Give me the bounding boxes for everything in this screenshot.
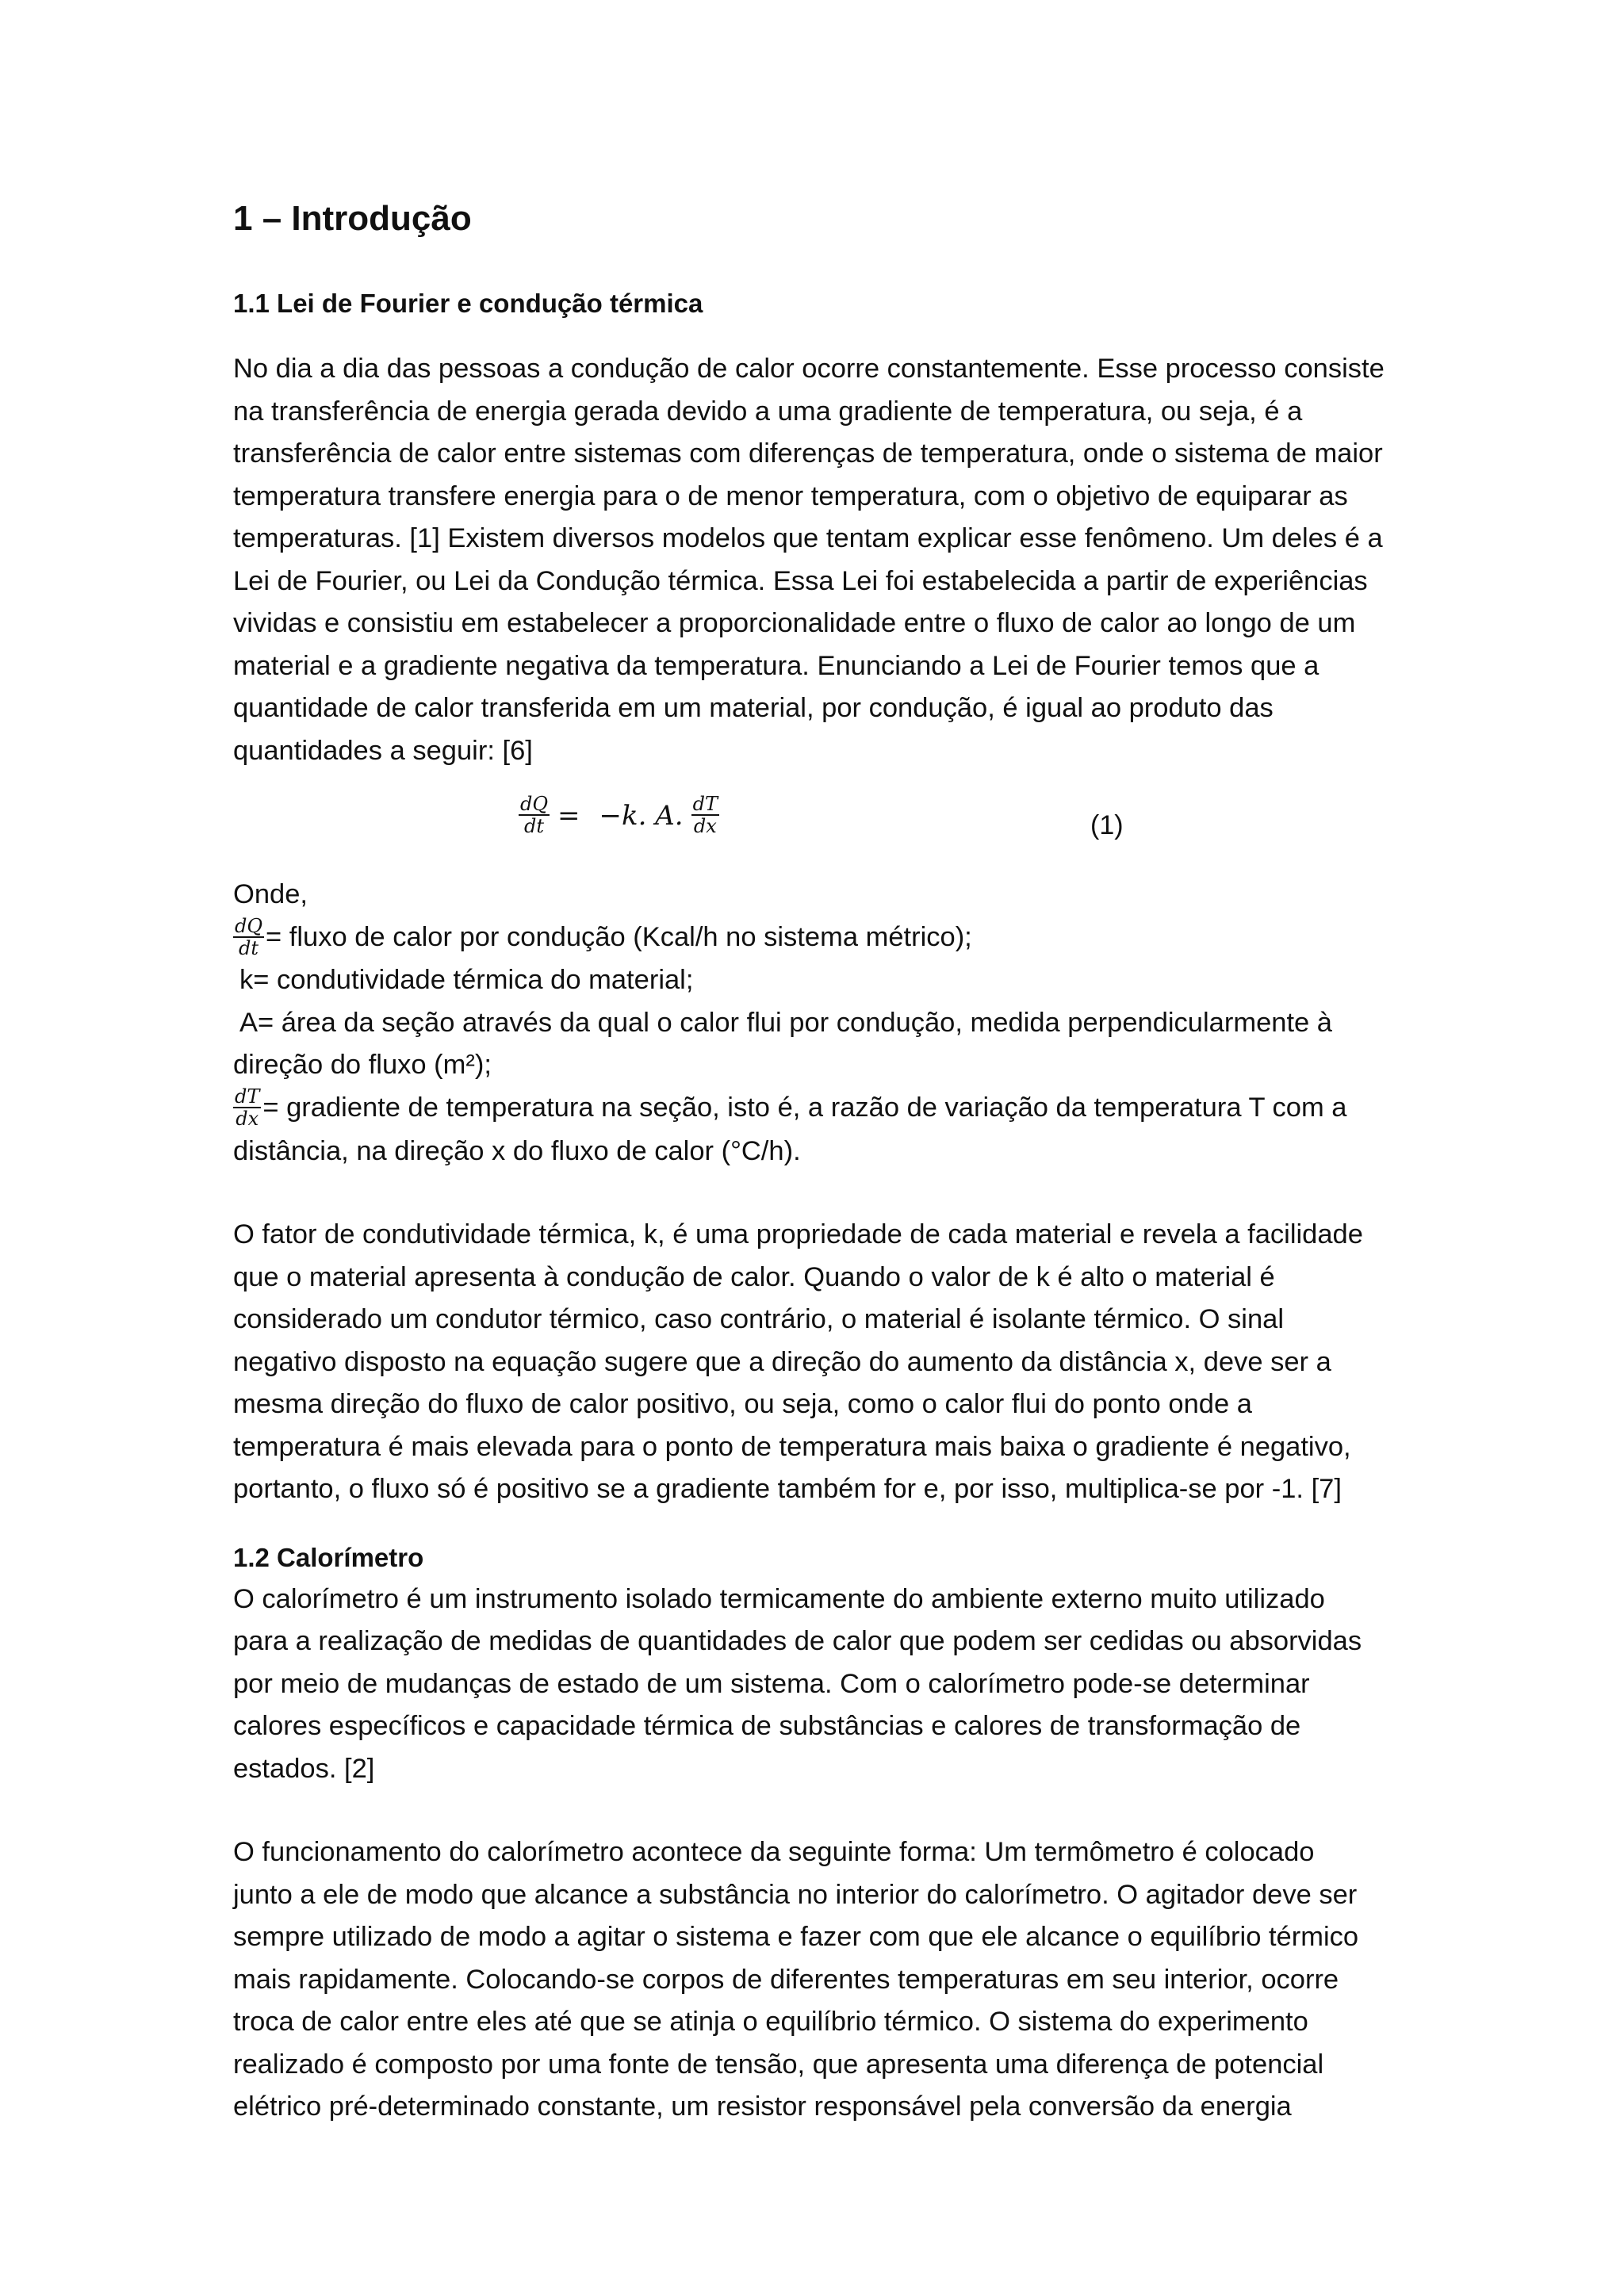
fraction-numerator: dT: [692, 793, 718, 815]
paragraph-line: realizado é composto por uma fonte de tensão, que apresenta uma diferença de potencial: [233, 2049, 1324, 2080]
fraction-denominator: dt: [524, 815, 545, 838]
paragraph-line: Lei de Fourier, ou Lei da Condução térmica. Essa Lei foi estabelecida a partir de experiências: [233, 565, 1368, 596]
equation-number: (1): [1090, 810, 1124, 840]
definition-text: = gradiente de temperatura na seção, isto é, a razão de variação da temperatura T com a: [262, 1093, 1347, 1123]
paragraph-line: quantidade de calor transferida em um material, por condução, é igual ao produto das: [233, 693, 1274, 723]
paragraph-line: elétrico pré-determinado constante, um resistor responsável pela conversão da energia: [233, 2091, 1292, 2122]
fraction-dq-dt: [519, 794, 550, 838]
fraction-denominator: dx: [693, 815, 717, 838]
paragraph-line: que o material apresenta à condução de calor. Quando o valor de k é alto o material é: [233, 1261, 1275, 1292]
paragraph-line: troca de calor entre eles até que se atinja o equilíbrio térmico. O sistema do experimento: [233, 2007, 1308, 2038]
paragraph-line: O funcionamento do calorímetro acontece da seguinte forma: Um termômetro é colocado: [233, 1837, 1315, 1868]
fraction-numerator: dQ: [520, 793, 549, 815]
paragraph-line: considerado um condutor térmico, caso contrário, o material é isolante térmico. O sinal: [233, 1304, 1285, 1335]
fraction-denominator: dx: [236, 1107, 259, 1130]
definition-k: k= condutividade térmica do material;: [239, 965, 694, 996]
definition-gradient: [233, 1087, 1399, 1131]
paragraph-line: por meio de mudanças de estado de um sistema. Com o calorímetro pode-se determinar: [233, 1668, 1310, 1699]
section-title-fourier: 1.1 Lei de Fourier e condução térmica: [233, 289, 703, 318]
paragraph-line: na transferência de energia gerada devido a uma gradiente de temperatura, ou seja, é a: [233, 396, 1303, 427]
paragraph-line: calores específicos e capacidade térmica de substâncias e calores de transformação de: [233, 1711, 1301, 1742]
paragraph-line: negativo disposto na equação sugere que a direção do aumento da distância x, deve ser a: [233, 1346, 1331, 1377]
paragraph-line: transferência de calor entre sistemas com diferenças de temperatura, onde o sistema de maior: [233, 438, 1383, 469]
equals-sign: =: [557, 800, 580, 832]
page-title: 1 – Introdução: [233, 199, 472, 238]
fraction-numerator: dQ: [235, 914, 263, 937]
paragraph-line: O calorímetro é um instrumento isolado termicamente do ambiente externo muito utilizado: [233, 1583, 1325, 1614]
paragraph-calorimeter: [233, 1578, 1399, 1791]
paragraph-line: temperatura transfere energia para o de menor temperatura, com o objetivo de equiparar as: [233, 480, 1348, 511]
paragraph-line: vividas e consistiu em estabelecer a proporcionalidade entre o fluxo de calor ao longo de um: [233, 608, 1356, 638]
definition-text: = fluxo de calor por condução (Kcal/h no sistema métrico);: [266, 922, 972, 953]
paragraph-line: temperatura é mais elevada para o ponto de temperatura mais baixa o gradiente é negativo,: [233, 1431, 1351, 1462]
paragraph-line: estados. [2]: [233, 1753, 375, 1784]
paragraph-line: temperaturas. [1] Existem diversos modelos que tentam explicar esse fenômeno. Um deles é a: [233, 523, 1383, 553]
paragraph-line: junto a ele de modo que alcance a substância no interior do calorímetro. O agitador deve ser: [233, 1879, 1358, 1910]
fraction-dt-dx: [691, 794, 719, 838]
paragraph-line: mesma direção do fluxo de calor positivo, ou seja, como o calor flui do ponto onde a: [233, 1389, 1252, 1420]
section-title-calorimeter: 1.2 Calorímetro: [233, 1542, 424, 1572]
paragraph-conductivity: [233, 1214, 1399, 1511]
paragraph-line: quantidades a seguir: [6]: [233, 735, 533, 766]
definition-gradient-line2: distância, na direção x do fluxo de calor (°C/h).: [233, 1135, 801, 1166]
paragraph-line: material e a gradiente negativa da temperatura. Enunciando a Lei de Fourier temos que a: [233, 650, 1320, 681]
fraction-denominator: dt: [239, 936, 259, 959]
paragraph-line: portanto, o fluxo só é positivo se a gradiente também for e, por isso, multiplica-se por -1. [7]: [233, 1474, 1342, 1505]
onde-label: Onde,: [233, 879, 308, 909]
definition-area-line2: direção do fluxo (m²);: [233, 1050, 492, 1081]
equation-fourier: [233, 786, 1399, 874]
paragraph-line: mais rapidamente. Colocando-se corpos de diferentes temperaturas em seu interior, ocorre: [233, 1964, 1339, 1995]
definition-flux: [233, 916, 1399, 960]
document-page: [233, 190, 1399, 2129]
paragraph-line: No dia a dia das pessoas a condução de calor ocorre constantemente. Esse processo consiste: [233, 354, 1385, 384]
paragraph-line: O fator de condutividade térmica, k, é uma propriedade de cada material e revela a facilidade: [233, 1219, 1363, 1250]
paragraph-calorimeter-operation: [233, 1831, 1399, 2129]
fraction-numerator: dT: [235, 1085, 260, 1108]
paragraph-line: para a realização de medidas de quantidades de calor que podem ser cedidas ou absorvidas: [233, 1626, 1362, 1657]
fraction-dt-dx: [233, 1087, 261, 1131]
paragraph-fourier: [233, 348, 1399, 772]
fraction-dq-dt: [233, 916, 264, 960]
equation-middle: −k. A.: [599, 800, 684, 832]
paragraph-line: sempre utilizado de modo a agitar o sistema e fazer com que ele alcance o equilíbrio térmico: [233, 1922, 1359, 1953]
definition-area-line1: A= área da seção através da qual o calor flui por condução, medida perpendicularmente à: [239, 1007, 1332, 1038]
equation-body: [519, 794, 719, 838]
